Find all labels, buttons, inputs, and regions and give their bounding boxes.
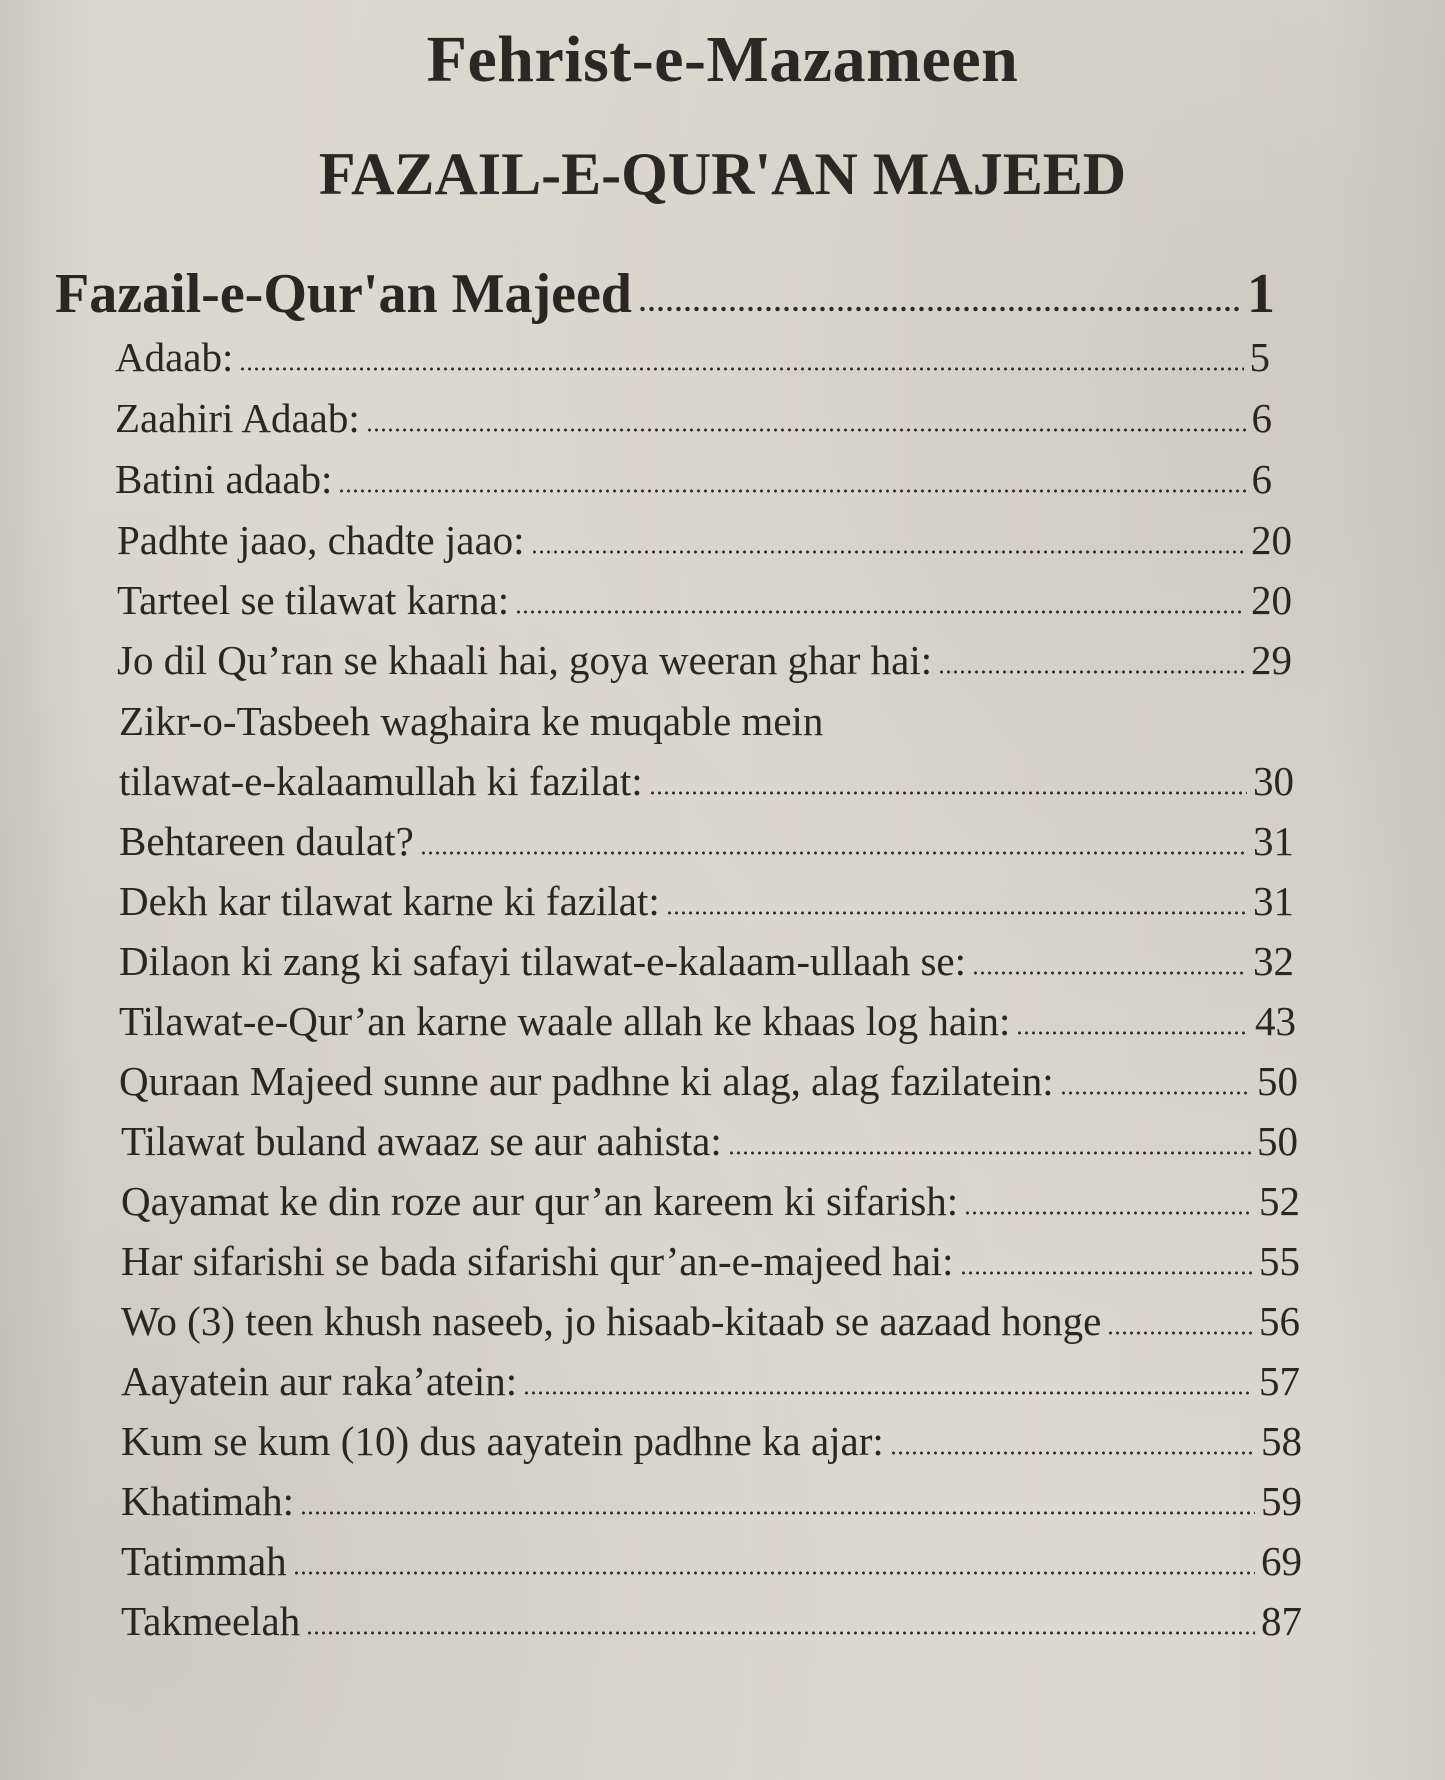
toc-page-number: 50	[1257, 1058, 1298, 1104]
toc-entry	[115, 394, 1272, 442]
toc-entry	[115, 455, 1272, 503]
page-title: Fehrist-e-Mazameen	[426, 23, 1019, 96]
toc-page-number: 43	[1255, 998, 1296, 1044]
toc-entry-label: Wo (3) teen khush naseeb, jo hisaab-kitaab se aazaad honge	[121, 1298, 1102, 1344]
toc-page-number: 5	[1249, 334, 1270, 380]
toc-entry	[119, 817, 1294, 865]
dot-leader	[938, 670, 1245, 674]
toc-entry	[117, 636, 1292, 684]
dot-leader	[960, 1271, 1253, 1275]
dot-leader	[728, 1151, 1251, 1155]
toc-entry-label: Kum se kum (10) dus aayatein padhne ka ajar:	[121, 1418, 884, 1464]
toc-entry-label: Tilawat-e-Qur’an karne waale allah ke khaas log hain:	[119, 998, 1011, 1044]
toc-page-number: 6	[1251, 456, 1272, 502]
toc-entry	[121, 1537, 1302, 1585]
dot-leader	[523, 1391, 1253, 1395]
dot-leader	[890, 1451, 1255, 1455]
toc-page-number: 87	[1261, 1598, 1302, 1644]
toc-entry-label: Tilawat buland awaaz se aur aahista:	[121, 1118, 722, 1164]
toc-main-entry	[55, 262, 1275, 326]
toc-entry	[121, 1477, 1302, 1525]
dot-leader	[972, 971, 1247, 975]
toc-page-number: 20	[1251, 517, 1292, 563]
toc-page-number: 50	[1257, 1118, 1298, 1164]
dot-leader	[638, 306, 1241, 312]
dot-leader	[964, 1211, 1253, 1215]
toc-entry-label: Tarteel se tilawat karna:	[117, 577, 510, 623]
toc-page-number: 69	[1261, 1538, 1302, 1584]
toc-entry-label: tilawat-e-kalaamullah ki fazilat:	[119, 758, 643, 804]
toc-page-number: 6	[1251, 395, 1272, 441]
toc-entry-label: Khatimah:	[121, 1478, 295, 1524]
dot-leader	[300, 1511, 1255, 1515]
toc-entry-label: Quraan Majeed sunne aur padhne ki alag, alag fazilatein:	[119, 1058, 1054, 1104]
toc-page-number: 59	[1261, 1478, 1302, 1524]
toc-entry	[119, 937, 1294, 985]
toc-page-number: 29	[1251, 637, 1292, 683]
toc-page-number: 1	[1247, 263, 1275, 325]
toc-entry-label: Jo dil Qu’ran se khaali hai, goya weeran ghar hai:	[117, 637, 933, 683]
toc-entry	[119, 997, 1296, 1045]
toc-entry-label: Adaab:	[115, 334, 234, 380]
dot-leader	[515, 610, 1245, 614]
toc-entry	[121, 1357, 1300, 1405]
toc-page-number: 32	[1253, 938, 1294, 984]
toc-entry	[117, 576, 1292, 624]
toc-page-number: 20	[1251, 577, 1292, 623]
toc-page-number: 31	[1253, 818, 1294, 864]
toc-entry	[119, 757, 1294, 805]
dot-leader	[239, 367, 1243, 371]
toc-entry-label: Padhte jaao, chadte jaao:	[117, 517, 525, 563]
dot-leader	[1060, 1091, 1251, 1095]
toc-entry-label: Har sifarishi se bada sifarishi qur’an-e-majeed hai:	[121, 1238, 954, 1284]
toc-entry-label: Takmeelah	[121, 1598, 301, 1644]
toc-entry-label: Fazail-e-Qur'an Majeed	[55, 263, 632, 325]
toc-entry	[121, 1597, 1302, 1645]
toc-entry-label: Dekh kar tilawat karne ki fazilat:	[119, 878, 660, 924]
toc-entry	[121, 1297, 1300, 1345]
toc-entry-label: Behtareen daulat?	[119, 818, 414, 864]
toc-entry	[119, 877, 1294, 925]
section-title: FAZAIL-E-QUR'AN MAJEED	[318, 141, 1127, 207]
toc-page-number: 58	[1261, 1418, 1302, 1464]
toc-page-number: 55	[1259, 1238, 1300, 1284]
toc-entry-label: Tatimmah	[121, 1538, 287, 1584]
toc-page-number: 31	[1253, 878, 1294, 924]
dot-leader	[1016, 1031, 1249, 1035]
toc-entry	[121, 1177, 1300, 1225]
toc-page-number: 52	[1259, 1178, 1300, 1224]
toc-entry	[121, 1417, 1302, 1465]
toc-entry-label: Dilaon ki zang ki safayi tilawat-e-kalaam-ullaah se:	[119, 938, 966, 984]
toc-page-number: 57	[1259, 1358, 1300, 1404]
dot-leader	[306, 1631, 1255, 1635]
dot-leader	[338, 489, 1245, 493]
toc-page-number: 30	[1253, 758, 1294, 804]
toc-page-number: 56	[1259, 1298, 1300, 1344]
toc-entry-label: Zaahiri Adaab:	[115, 395, 360, 441]
toc-entry-label: Qayamat ke din roze aur qur’an kareem ki sifarish:	[121, 1178, 959, 1224]
toc-entry-label-first-line: Zikr-o-Tasbeeh waghaira ke muqable mein	[119, 698, 824, 744]
dot-leader	[293, 1571, 1255, 1575]
toc-entry	[117, 516, 1292, 564]
dot-leader	[649, 791, 1247, 795]
toc-entry-label: Aayatein aur raka’atein:	[121, 1358, 518, 1404]
dot-leader	[1107, 1331, 1253, 1335]
toc-entry	[121, 1117, 1298, 1165]
dot-leader	[666, 911, 1247, 915]
toc-entry	[121, 1237, 1300, 1285]
dot-leader	[420, 851, 1247, 855]
toc-entry-label: Batini adaab:	[115, 456, 333, 502]
dot-leader	[531, 550, 1245, 554]
dot-leader	[366, 428, 1246, 432]
toc-entry	[119, 1057, 1298, 1105]
toc-entry	[115, 333, 1270, 381]
